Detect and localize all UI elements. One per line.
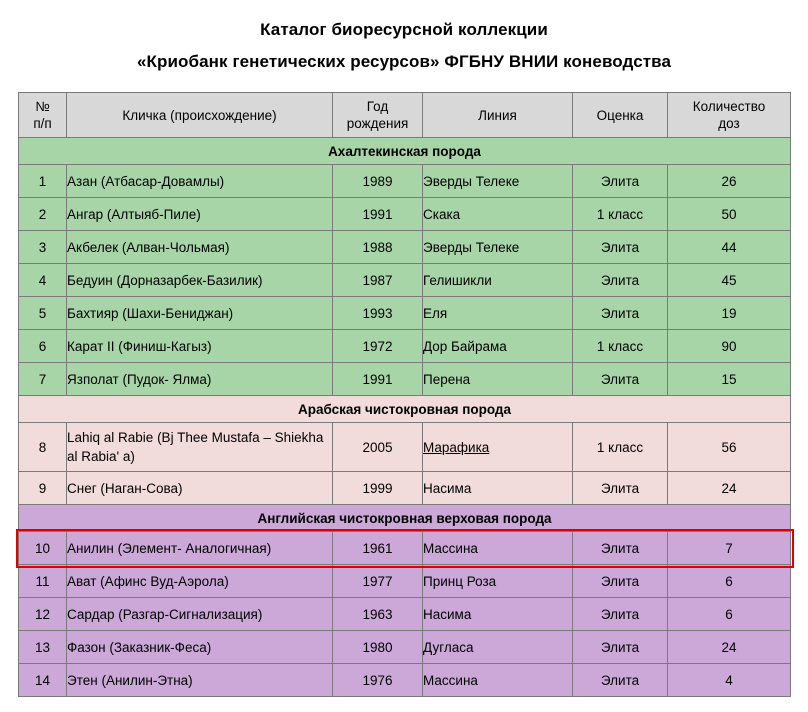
cell-grade: 1 класс xyxy=(573,330,668,363)
table-row xyxy=(19,532,791,565)
cell-number: 9 xyxy=(19,472,67,505)
cell-name: Акбелек (Алван-Чольмая) xyxy=(67,231,333,264)
table-row xyxy=(19,330,791,363)
cell-grade: Элита xyxy=(573,532,668,565)
cell-doses: 19 xyxy=(668,297,791,330)
cell-grade: Элита xyxy=(573,472,668,505)
cell-doses: 24 xyxy=(668,472,791,505)
column-header-doses-line2: доз xyxy=(718,116,740,131)
cell-name: Ангар (Алтыяб-Пиле) xyxy=(67,198,333,231)
cell-line: Перена xyxy=(423,363,573,396)
cell-year: 1972 xyxy=(333,330,423,363)
cell-grade: 1 класс xyxy=(573,198,668,231)
cell-year: 1961 xyxy=(333,532,423,565)
table-group-label: Арабская чистокровная порода xyxy=(19,396,791,423)
cell-year: 1976 xyxy=(333,664,423,697)
table-row xyxy=(19,165,791,198)
table-header xyxy=(19,93,791,138)
table-row xyxy=(19,264,791,297)
table-group-label: Ахалтекинская порода xyxy=(19,138,791,165)
table-row xyxy=(19,631,791,664)
cell-number: 11 xyxy=(19,565,67,598)
column-header-year xyxy=(333,93,423,138)
catalog-table-wrapper xyxy=(18,92,790,697)
cell-doses: 24 xyxy=(668,631,791,664)
cell-doses: 90 xyxy=(668,330,791,363)
cell-doses: 45 xyxy=(668,264,791,297)
column-header-doses-line1: Количество xyxy=(692,99,766,114)
cell-year: 1988 xyxy=(333,231,423,264)
cell-doses: 15 xyxy=(668,363,791,396)
title-line-1: Каталог биоресурсной коллекции xyxy=(260,20,548,39)
cell-grade: Элита xyxy=(573,363,668,396)
cell-year: 1993 xyxy=(333,297,423,330)
table-row xyxy=(19,472,791,505)
cell-year: 2005 xyxy=(333,423,423,472)
table-row xyxy=(19,363,791,396)
column-header-doses xyxy=(668,93,791,138)
cell-name: Снег (Наган-Сова) xyxy=(67,472,333,505)
column-header-grade: Оценка xyxy=(573,93,668,138)
cell-grade: Элита xyxy=(573,598,668,631)
cell-year: 1991 xyxy=(333,363,423,396)
cell-year: 1977 xyxy=(333,565,423,598)
table-group-header-row xyxy=(19,505,791,532)
cell-grade: Элита xyxy=(573,631,668,664)
table-row xyxy=(19,565,791,598)
cell-number: 4 xyxy=(19,264,67,297)
cell-line: Эверды Телеке xyxy=(423,231,573,264)
table-group-header-row xyxy=(19,396,791,423)
cell-number: 8 xyxy=(19,423,67,472)
cell-name: Бедуин (Дорназарбек-Базилик) xyxy=(67,264,333,297)
cell-line: Дугласа xyxy=(423,631,573,664)
cell-grade: Элита xyxy=(573,264,668,297)
column-header-number xyxy=(19,93,67,138)
cell-year: 1999 xyxy=(333,472,423,505)
table-row xyxy=(19,598,791,631)
column-header-year-line1: Год xyxy=(366,99,389,114)
table-group-header-row xyxy=(19,138,791,165)
cell-doses: 6 xyxy=(668,598,791,631)
cell-name: Бахтияр (Шахи-Бениджан) xyxy=(67,297,333,330)
cell-name: Этен (Анилин-Этна) xyxy=(67,664,333,697)
cell-line: Гелишикли xyxy=(423,264,573,297)
cell-doses: 50 xyxy=(668,198,791,231)
cell-name: Анилин (Элемент- Аналогичная) xyxy=(67,532,333,565)
cell-number: 10 xyxy=(19,532,67,565)
cell-line-underlined-text: Марафика xyxy=(423,439,490,455)
cell-name: Карат II (Финиш-Кагыз) xyxy=(67,330,333,363)
cell-number: 5 xyxy=(19,297,67,330)
cell-grade: Элита xyxy=(573,297,668,330)
cell-year: 1980 xyxy=(333,631,423,664)
cell-grade: Элита xyxy=(573,664,668,697)
column-header-year-line2: рождения xyxy=(346,116,409,131)
cell-line: Дор Байрама xyxy=(423,330,573,363)
cell-line: Массина xyxy=(423,664,573,697)
cell-number: 3 xyxy=(19,231,67,264)
cell-doses: 6 xyxy=(668,565,791,598)
cell-number: 1 xyxy=(19,165,67,198)
cell-line: Насима xyxy=(423,598,573,631)
cell-year: 1987 xyxy=(333,264,423,297)
cell-line: Массина xyxy=(423,532,573,565)
cell-name: Азан (Атбасар-Довамлы) xyxy=(67,165,333,198)
table-row xyxy=(19,198,791,231)
table-row xyxy=(19,297,791,330)
cell-line: Еля xyxy=(423,297,573,330)
cell-number: 7 xyxy=(19,363,67,396)
cell-name: Lahiq al Rabie (Bj Thee Mustafa – Shiekha al Rabia' a) xyxy=(67,423,333,472)
table-body xyxy=(19,138,791,697)
cell-doses: 44 xyxy=(668,231,791,264)
cell-line: Принц Роза xyxy=(423,565,573,598)
cell-grade: 1 класс xyxy=(573,423,668,472)
table-row xyxy=(19,664,791,697)
column-header-line: Линия xyxy=(423,93,573,138)
cell-line: Эверды Телеке xyxy=(423,165,573,198)
cell-number: 14 xyxy=(19,664,67,697)
cell-grade: Элита xyxy=(573,165,668,198)
cell-name: Фазон (Заказник-Феса) xyxy=(67,631,333,664)
table-row xyxy=(19,231,791,264)
cell-number: 13 xyxy=(19,631,67,664)
cell-line: Насима xyxy=(423,472,573,505)
title-line-2: «Криобанк генетических ресурсов» ФГБНУ ВНИИ коневодства xyxy=(136,52,672,71)
column-header-number-line2: п/п xyxy=(33,116,52,131)
cell-year: 1991 xyxy=(333,198,423,231)
cell-doses: 56 xyxy=(668,423,791,472)
cell-grade: Элита xyxy=(573,231,668,264)
cell-name: Сардар (Разгар-Сигнализация) xyxy=(67,598,333,631)
cell-year: 1963 xyxy=(333,598,423,631)
cell-doses: 7 xyxy=(668,532,791,565)
cell-name: Ават (Афинс Вуд-Аэрола) xyxy=(67,565,333,598)
column-header-number-line1: № xyxy=(35,99,50,114)
cell-name: Язполат (Пудок- Ялма) xyxy=(67,363,333,396)
catalog-table xyxy=(18,92,791,697)
document-title xyxy=(0,0,808,78)
cell-doses: 4 xyxy=(668,664,791,697)
cell-number: 2 xyxy=(19,198,67,231)
cell-doses: 26 xyxy=(668,165,791,198)
cell-number: 6 xyxy=(19,330,67,363)
table-group-label: Английская чистокровная верховая порода xyxy=(19,505,791,532)
table-header-row xyxy=(19,93,791,138)
cell-number: 12 xyxy=(19,598,67,631)
cell-line xyxy=(423,423,573,472)
cell-line: Скака xyxy=(423,198,573,231)
table-row xyxy=(19,423,791,472)
cell-year: 1989 xyxy=(333,165,423,198)
column-header-name: Кличка (происхождение) xyxy=(67,93,333,138)
cell-grade: Элита xyxy=(573,565,668,598)
